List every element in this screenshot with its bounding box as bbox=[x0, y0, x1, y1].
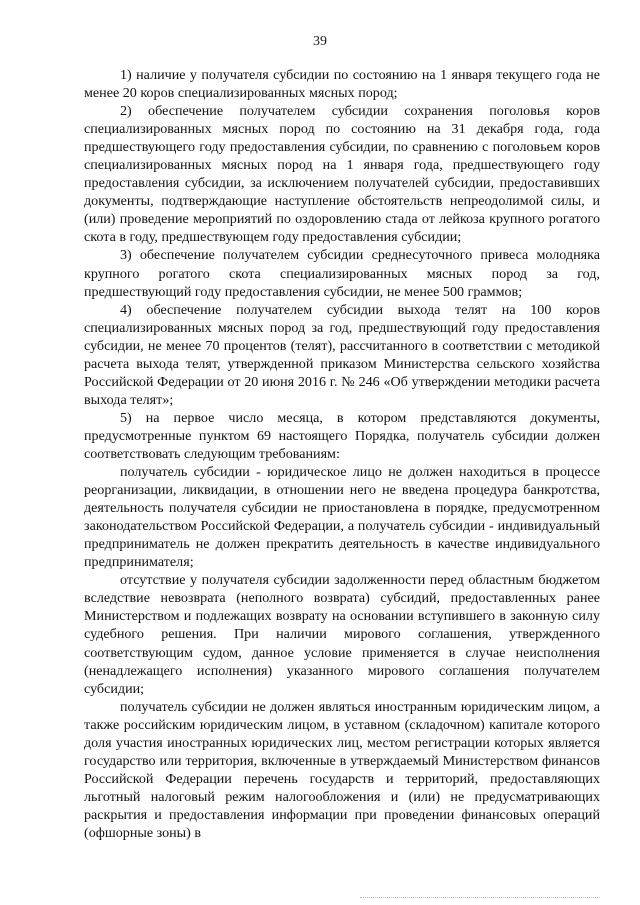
paragraph-3: 3) обеспечение получателем субсидии среднесуточного привеса молодняка крупного рогатого скота специализированных мясных пород за год, предшествующий году предоставления субсидии, не менее 500 граммов; bbox=[84, 247, 600, 300]
paragraph-5: 5) на первое число месяца, в котором представляются документы, предусмотренные пунктом 69 настоящего Порядка, получатель субсидии должен соответствовать следующим требованиям: bbox=[84, 409, 600, 462]
paragraph-8: получатель субсидии не должен являться иностранным юридическим лицом, а также российским юридическим лицом, в уставном (складочном) капитале которого доля участия иностранных юридических лиц, местом регистрации которых является государство или территория, включенные в утверждаемый Министерством финансов Российской Федерации перечень государств и территорий, предоставляющих льготный налоговый режим налогообложения и (или) не предусматривающих раскрытия и предоставления информации при проведении финансовых операций (офшорные зоны) в bbox=[84, 698, 600, 841]
paragraph-7: отсутствие у получателя субсидии задолженности перед областным бюджетом вследствие невозврата (неполного возврата) субсидий, предоставленных ранее Министерством и подлежащих возврату на основании вступившего в законную силу судебного решения. При наличии мирового соглашения, утвержденного соответствующим судом, данное условие применяется в случае неисполнения (ненадлежащего исполнения) указанного мирового соглашения получателем субсидии; bbox=[84, 572, 600, 697]
paragraph-4: 4) обеспечение получателем субсидии выхода телят на 100 коров специализированных мясных пород за год, предшествующий году предоставления субсидии, не менее 70 процентов (телят), рассчитанного в соответствии с методикой расчета выхода телят, утвержденной приказом Министерства сельского хозяйства Российской Федерации от 20 июня 2016 г. № 246 «Об утверждении методики расчета выхода телят»; bbox=[84, 301, 600, 408]
paragraph-2: 2) обеспечение получателем субсидии сохранения поголовья коров специализированных мясных пород по состоянию на 31 декабря года, года предшествующего году предоставления субсидии, по сравнению с поголовьем коров специализированных мясных пород на 1 января года, предшествующего году предоставления субсидии, за исключением получателей субсидии, предоставивших документы, подтверждающие наступление обстоятельств непреодолимой силы, и (или) проведение мероприятий по оздоровлению стада от лейкоза крупного рогатого скота в году, предшествующем году предоставления субсидии; bbox=[84, 103, 600, 246]
page-number: 39 bbox=[313, 34, 327, 49]
scan-artifact-line bbox=[360, 897, 600, 900]
document-body bbox=[84, 66, 600, 842]
paragraph-6: получатель субсидии - юридическое лицо не должен находиться в процессе реорганизации, ликвидации, в отношении него не введена процедура банкротства, деятельность получателя субсидии не приостановлена в порядке, предусмотренном законодательством Российской Федерации, а получатель субсидии - индивидуальный предприниматель не должен прекратить деятельность в качестве индивидуального предпринимателя; bbox=[84, 464, 600, 571]
paragraph-1: 1) наличие у получателя субсидии по состоянию на 1 января текущего года не менее 20 коров специализированных мясных пород; bbox=[84, 67, 600, 102]
